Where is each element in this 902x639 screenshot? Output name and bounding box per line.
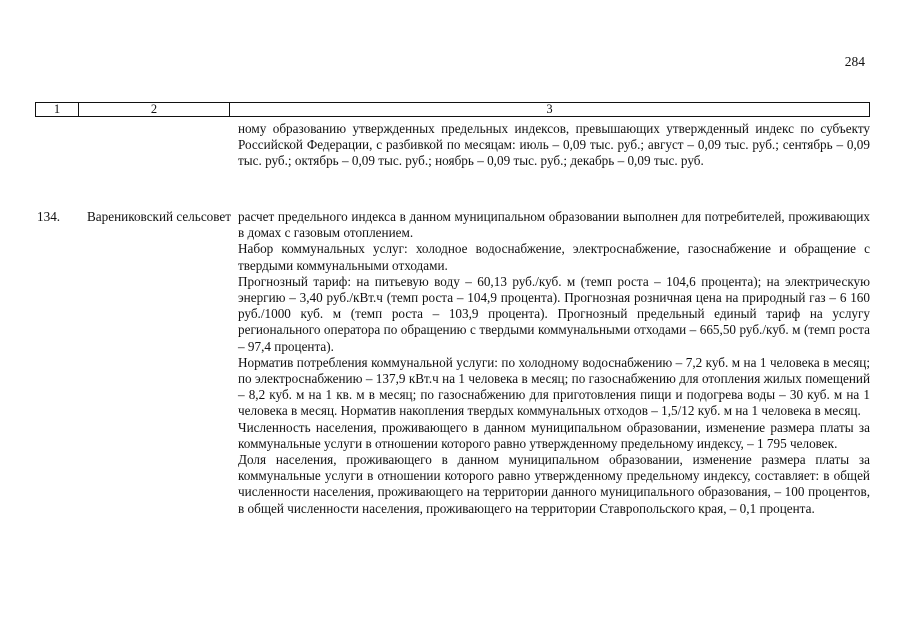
table-header — [35, 102, 870, 117]
entry-row — [35, 209, 870, 517]
entry-text — [232, 209, 870, 517]
continuation-text: ному образованию утвержденных предельных индексов, превышающих утвержденный индекс по субъекту Российской Федерации, с разбивкой по месяцам: июль – 0,09 тыс. руб.; август – 0,09 тыс. руб.; сентябрь – 0,09 тыс. руб.; октябрь – 0,09 тыс. руб.; ноябрь – 0,09 тыс. руб.; декабрь – 0,09 тыс. руб. — [238, 121, 870, 169]
entry-paragraph: расчет предельного индекса в данном муниципальном образовании выполнен для потребителей, проживающих в домах с газовым отоплением. — [238, 209, 870, 241]
header-col-1: 1 — [36, 103, 79, 116]
header-col-2: 2 — [79, 103, 230, 116]
entry-name: Варениковский сельсовет — [87, 209, 232, 224]
entry-paragraph: Численность населения, проживающего в данном муниципальном образовании, изменение размера платы за коммунальные услуги в отношении которого равно утвержденному предельному индексу, – 1 795 человек. — [238, 419, 870, 451]
continuation-row — [35, 121, 870, 170]
entry-paragraph: Норматив потребления коммунальной услуги: по холодному водоснабжению – 7,2 куб. м на 1 человека в месяц; по электроснабжению – 137,9 кВт.ч на 1 человека в месяц; по газоснабжению для отопления жилых помещений – 8,2 куб. м на 1 кв. м в месяц; по газоснабжению для приготовления пищи и подогрева воды – 30 куб. м на 1 человека в месяц. Норматив накопления твердых коммунальных отходов – 1,5/12 куб. м на 1 человека в месяц. — [238, 354, 870, 419]
entry-paragraph: Набор коммунальных услуг: холодное водоснабжение, электроснабжение, газоснабжение и обращение с твердыми коммунальными отходами. — [238, 241, 870, 273]
page-number: 284 — [844, 54, 865, 69]
entry-paragraph: Прогнозный тариф: на питьевую воду – 60,13 руб./куб. м (темп роста – 104,6 процента); на электрическую энергию – 3,40 руб./кВт.ч (темп роста – 104,9 процента). Прогнозная розничная цена на природный газ – 6 160 руб./1000 куб. м (темп роста – 103,9 процента). Прогнозный предельный единый тариф на услугу регионального оператора по обращению с твердыми коммунальными отходами – 665,50 руб./куб. м (темп роста – 97,4 процента). — [238, 273, 870, 354]
header-col-3: 3 — [546, 102, 553, 116]
entry-paragraph: Доля населения, проживающего в данном муниципальном образовании, изменение размера платы за коммунальные услуги в отношении которого равно утвержденному предельному индексу, составляет: в общей численности населения, проживающего на территории данного муниципального образования, – 100 процентов, в общей численности населения, проживающего на территории Ставропольского края, – 0,1 процента. — [238, 452, 870, 516]
entry-number: 134. — [37, 209, 61, 224]
